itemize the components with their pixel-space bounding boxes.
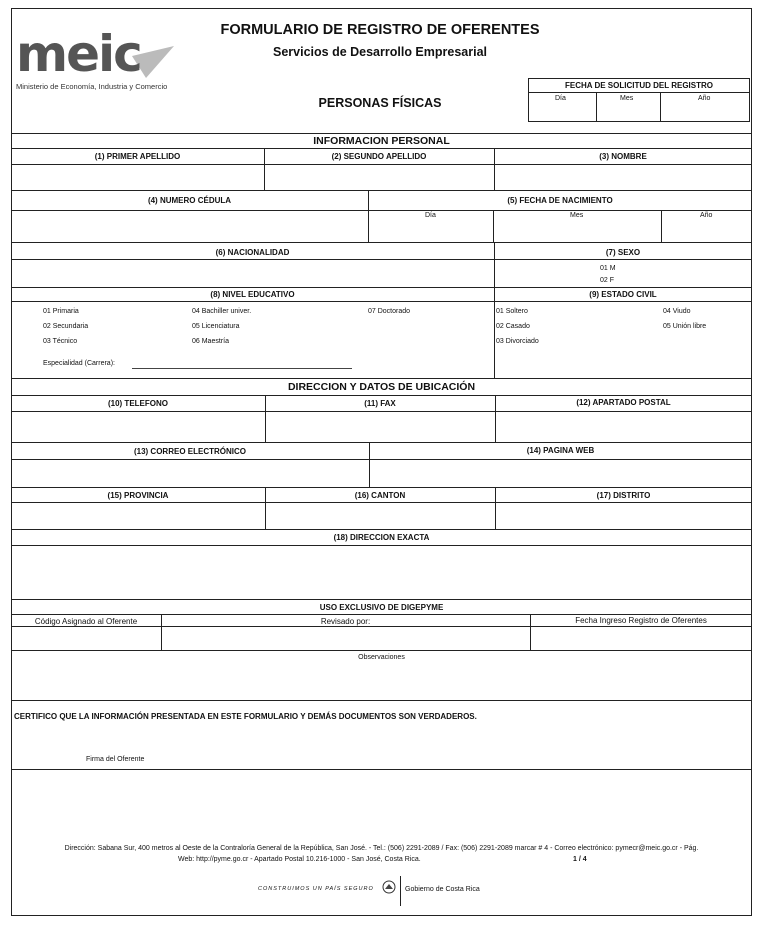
footer-address: Dirección: Sabana Sur, 400 metros al Oeste de la Contraloría General de la República, San José. - Tel.: (506) 2291-2089 / Fax: (506) 2291-2089 marcar # 4 - Correo electrónico: pymecr@meic.go.cr - Pág. bbox=[64, 845, 699, 852]
edu-option-01[interactable]: 01 Primaria bbox=[43, 308, 79, 315]
civil-option-05[interactable]: 05 Unión libre bbox=[663, 323, 707, 330]
edu-option-03[interactable]: 03 Técnico bbox=[43, 338, 78, 345]
meic-logo bbox=[14, 20, 184, 92]
form-type: PERSONAS FÍSICAS bbox=[318, 96, 442, 110]
request-date-title: FECHA DE SOLICITUD DEL REGISTRO bbox=[564, 81, 713, 90]
nationality-label: (6) NACIONALIDAD bbox=[215, 248, 290, 257]
birth-month-input[interactable] bbox=[495, 221, 659, 240]
sex-option-m[interactable]: 01 M bbox=[600, 265, 616, 272]
edu-option-07[interactable]: 07 Doctorado bbox=[368, 308, 411, 315]
logo-caption: Ministerio de Economía, Industria y Comercio bbox=[16, 82, 168, 91]
civil-status-label: (9) ESTADO CIVIL bbox=[589, 290, 657, 299]
form-subtitle: Servicios de Desarrollo Empresarial bbox=[273, 45, 487, 59]
second-surname-label: (2) SEGUNDO APELLIDO bbox=[331, 152, 427, 161]
gov-emblem-icon bbox=[382, 880, 396, 894]
phone-input[interactable] bbox=[13, 413, 263, 440]
specialty-input[interactable] bbox=[132, 368, 352, 369]
civil-option-03[interactable]: 03 Divorciado bbox=[496, 338, 539, 345]
sex-option-f[interactable]: 02 F bbox=[600, 277, 615, 284]
fax-input[interactable] bbox=[267, 413, 493, 440]
email-input[interactable] bbox=[13, 461, 367, 485]
request-day-input[interactable] bbox=[530, 104, 594, 120]
office-entry-date-label: Fecha Ingreso Registro de Oferentes bbox=[575, 616, 707, 625]
edu-option-05[interactable]: 05 Licenciatura bbox=[192, 323, 240, 330]
signature-label: Firma del Oferente bbox=[86, 756, 145, 763]
birth-year-input[interactable] bbox=[663, 221, 750, 240]
district-label: (17) DISTRITO bbox=[596, 491, 651, 500]
specialty-label: Especialidad (Carrera): bbox=[43, 360, 115, 367]
po-box-input[interactable] bbox=[497, 413, 750, 440]
birth-month-label: Mes bbox=[570, 212, 584, 219]
observations-input[interactable] bbox=[13, 664, 750, 698]
birth-day-input[interactable] bbox=[370, 221, 491, 240]
web-label: (14) PAGINA WEB bbox=[526, 446, 595, 455]
footer-web: Web: http://pyme.go.cr - Apartado Postal 10.216-1000 - San José, Costa Rica. bbox=[178, 856, 421, 863]
request-day-label: Día bbox=[555, 95, 566, 102]
civil-option-02[interactable]: 02 Casado bbox=[496, 323, 530, 330]
observations-label: Observaciones bbox=[358, 654, 405, 661]
footer-page: 1 / 4 bbox=[573, 856, 587, 863]
id-number-input[interactable] bbox=[13, 212, 366, 240]
name-input[interactable] bbox=[496, 166, 750, 188]
birth-year-label: Año bbox=[700, 212, 713, 219]
exact-address-label: (18) DIRECCION EXACTA bbox=[333, 533, 430, 542]
certify-text: CERTIFICO QUE LA INFORMACIÓN PRESENTADA EN ESTE FORMULARIO Y DEMÁS DOCUMENTOS SON VERDADEROS. bbox=[14, 712, 477, 721]
civil-option-01[interactable]: 01 Soltero bbox=[496, 308, 528, 315]
edu-option-06[interactable]: 06 Maestría bbox=[192, 338, 229, 345]
web-input[interactable] bbox=[371, 461, 750, 485]
first-surname-label: (1) PRIMER APELLIDO bbox=[94, 152, 181, 161]
office-reviewed-input[interactable] bbox=[163, 628, 528, 648]
sex-label: (7) SEXO bbox=[605, 248, 641, 257]
office-entry-date-input[interactable] bbox=[532, 628, 750, 648]
id-number-label: (4) NUMERO CÉDULA bbox=[147, 196, 232, 205]
second-surname-input[interactable] bbox=[266, 166, 492, 188]
form-title: FORMULARIO DE REGISTRO DE OFERENTES bbox=[220, 22, 540, 38]
request-year-label: Año bbox=[698, 95, 711, 102]
nationality-input[interactable] bbox=[13, 261, 492, 285]
section-personal-title: INFORMACION PERSONAL bbox=[313, 135, 450, 147]
gov-name: Gobierno de Costa Rica bbox=[405, 886, 480, 893]
office-reviewed-label: Revisado por: bbox=[320, 617, 371, 626]
office-code-label: Código Asignado al Oferente bbox=[34, 617, 138, 626]
district-input[interactable] bbox=[497, 504, 750, 527]
slogan-text: CONSTRUIMOS UN PAÍS SEGURO bbox=[258, 886, 374, 892]
canton-input[interactable] bbox=[267, 504, 493, 527]
section-office-title: USO EXCLUSIVO DE DIGEPYME bbox=[319, 603, 444, 612]
edu-option-02[interactable]: 02 Secundaria bbox=[43, 323, 89, 330]
request-year-input[interactable] bbox=[662, 104, 748, 120]
exact-address-input[interactable] bbox=[13, 547, 750, 597]
canton-label: (16) CANTON bbox=[354, 491, 406, 500]
edu-option-04[interactable]: 04 Bachiller univer. bbox=[192, 308, 252, 315]
fax-label: (11) FAX bbox=[364, 399, 396, 408]
province-input[interactable] bbox=[13, 504, 263, 527]
province-label: (15) PROVINCIA bbox=[107, 491, 169, 500]
birth-day-label: Día bbox=[425, 212, 436, 219]
footer-divider bbox=[400, 876, 401, 906]
request-month-input[interactable] bbox=[598, 104, 658, 120]
education-label: (8) NIVEL EDUCATIVO bbox=[210, 290, 295, 299]
civil-option-04[interactable]: 04 Viudo bbox=[663, 308, 691, 315]
email-label: (13) CORREO ELECTRÓNICO bbox=[133, 447, 246, 456]
phone-label: (10) TELEFONO bbox=[107, 399, 168, 408]
po-box-label: (12) APARTADO POSTAL bbox=[576, 398, 671, 407]
logo-text: meic bbox=[16, 25, 141, 83]
section-address-title: DIRECCION Y DATOS DE UBICACIÓN bbox=[287, 381, 476, 393]
birth-date-label: (5) FECHA DE NACIMIENTO bbox=[507, 196, 613, 205]
signature-area[interactable] bbox=[14, 726, 314, 754]
name-label: (3) NOMBRE bbox=[599, 152, 647, 161]
request-month-label: Mes bbox=[620, 95, 634, 102]
office-code-input[interactable] bbox=[13, 628, 159, 648]
first-surname-input[interactable] bbox=[13, 166, 262, 188]
